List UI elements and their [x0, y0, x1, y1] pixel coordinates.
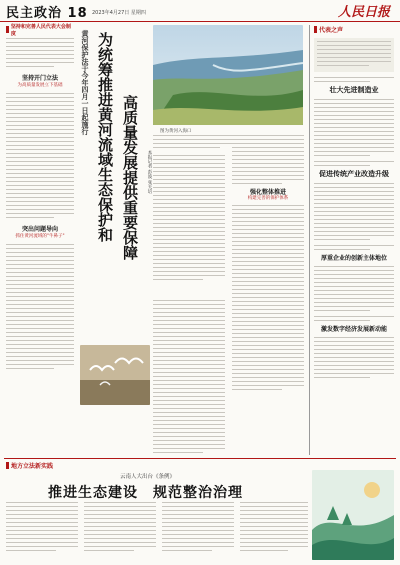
article-byline: 本报记者 彭波 张天培 — [147, 150, 152, 194]
right-column-rule — [309, 25, 310, 455]
article-body-3 — [232, 205, 304, 393]
bottom-body-1 — [6, 502, 78, 554]
section-marker-icon — [6, 26, 9, 33]
bottom-illustration — [312, 470, 394, 560]
section-name: 民主政治 18 — [6, 6, 88, 21]
left-heading-1: 坚持开门立法 — [21, 75, 58, 82]
right-item4-title: 激发数字经济发展新动能 — [320, 326, 387, 333]
eco-illustration-image — [312, 470, 394, 560]
bottom-body-3 — [162, 502, 234, 554]
wetland-photo — [80, 345, 150, 405]
right-intro — [314, 38, 394, 72]
article-title-line-2: 高质量发展提供重要保障 — [121, 95, 139, 260]
left-section-label: 坚持和完善人民代表大会制度 — [10, 23, 71, 37]
left-section-tag — [6, 23, 74, 37]
mid-heading: 强化整体推进 — [249, 189, 286, 196]
left-body-text-1 — [6, 38, 74, 67]
issue-date: 2023年4月27日 星期四 — [92, 10, 146, 16]
left-subheading-2: 抓住黄河流域的"牛鼻子" — [15, 234, 65, 239]
right-item3-intro — [314, 245, 394, 250]
main-photo — [153, 25, 303, 125]
right-item4-body — [314, 337, 394, 378]
bottom-body-2 — [84, 502, 156, 554]
left-subheading-1: 为高质量发展立下基础 — [17, 83, 63, 88]
article-body-2 — [232, 135, 304, 187]
left-column — [6, 25, 74, 455]
bottom-title: 推进生态建设 规范整治治理 — [48, 485, 243, 501]
right-item2-body — [314, 183, 394, 240]
right-section-label: 代表之声 — [319, 27, 344, 34]
section-marker-icon — [314, 26, 317, 33]
mid-subheading: 构建完善的保护体系 — [247, 196, 289, 201]
right-item4-intro — [314, 316, 394, 321]
bottom-divider — [4, 458, 396, 459]
article-body-1 — [153, 155, 225, 283]
section-marker-icon — [6, 462, 9, 469]
right-section-tag — [314, 25, 394, 34]
right-column — [314, 25, 394, 455]
right-item3-body — [314, 266, 394, 311]
masthead — [0, 0, 400, 22]
article-body-4 — [153, 300, 225, 456]
left-heading-2: 突出问题导向 — [21, 226, 58, 233]
article-kicker: 黄河保护法于今年四月一日起施行 — [81, 30, 89, 135]
river-landscape-image — [153, 25, 303, 125]
newspaper-logo: 人民日报 — [337, 5, 390, 20]
left-body-text-3 — [6, 244, 74, 369]
right-item1-intro — [314, 77, 394, 82]
right-item3-title: 厚重企业的创新主体地位 — [320, 255, 387, 262]
right-item1-title: 壮大先进制造业 — [329, 86, 379, 94]
photo-caption: 图为黄河入海口 — [160, 129, 192, 134]
left-body-text-2 — [6, 93, 74, 218]
right-item2-title: 促进传统产业改造升级 — [319, 170, 389, 178]
bottom-kicker: 云南人大出台《条例》 — [120, 474, 176, 480]
article-title-line-1: 为统筹推进黄河流域生态保护和 — [96, 32, 114, 242]
right-item2-intro — [314, 161, 394, 166]
birds-wetland-image — [80, 345, 150, 405]
bottom-body-4 — [240, 502, 308, 554]
bottom-section-tag — [6, 461, 53, 470]
right-item1-body — [314, 99, 394, 156]
bottom-section-label: 地方立法新实践 — [11, 463, 54, 470]
